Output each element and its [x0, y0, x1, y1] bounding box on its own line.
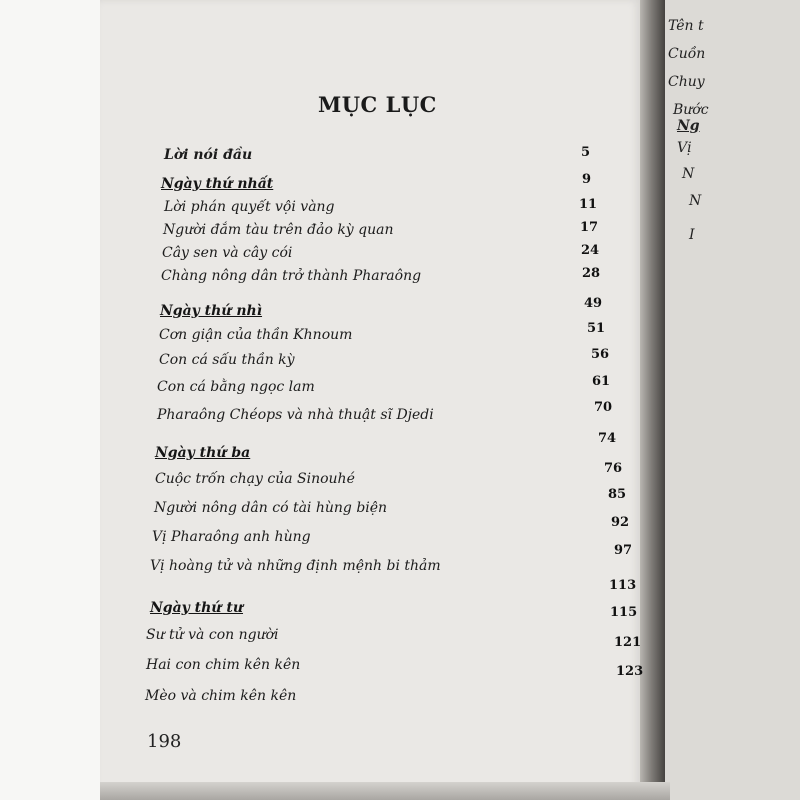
- toc-page-number: 49: [584, 296, 603, 311]
- toc-entry: Cơn giận của thần Khnoum: [159, 327, 353, 343]
- toc-entry: Người đắm tàu trên đảo kỳ quan: [163, 222, 394, 238]
- facing-line: Ng: [677, 118, 700, 134]
- toc-section-heading: Ngày thứ nhì: [160, 303, 263, 319]
- toc-section-heading: Ngày thứ ba: [155, 445, 251, 461]
- toc-page-number: 92: [611, 515, 630, 530]
- page-bottom-edge: [100, 782, 670, 800]
- toc-entry: Người nông dân có tài hùng biện: [154, 500, 388, 516]
- toc-entry: Cây sen và cây cói: [162, 245, 293, 261]
- toc-page-number: 17: [580, 220, 599, 235]
- facing-line: Tên t: [668, 18, 704, 34]
- toc-section-heading: Ngày thứ nhất: [161, 176, 274, 192]
- background-surface: [0, 0, 100, 800]
- toc-entry: Pharaông Chéops và nhà thuật sĩ Djedi: [157, 407, 434, 423]
- toc-page-number: 121: [614, 635, 642, 650]
- facing-line: Chuy: [668, 74, 705, 90]
- toc-page-number: 115: [610, 605, 638, 620]
- toc-entry: Con cá bằng ngọc lam: [157, 379, 315, 395]
- toc-page-number: 5: [581, 145, 591, 160]
- toc-entry: Vị Pharaông anh hùng: [152, 529, 311, 545]
- page-number: 198: [147, 731, 182, 752]
- toc-page-number: 61: [592, 374, 611, 389]
- toc-entry: Cuộc trốn chạy của Sinouhé: [155, 471, 355, 487]
- facing-line: Bước: [673, 102, 709, 118]
- toc-page-number: 113: [609, 578, 637, 593]
- facing-line: I: [689, 227, 695, 243]
- toc-page-number: 123: [616, 664, 644, 679]
- toc-page-number: 51: [587, 321, 606, 336]
- toc-section-heading: Ngày thứ tư: [150, 600, 244, 616]
- toc-page-number: 76: [604, 461, 623, 476]
- book-page: [100, 0, 640, 800]
- toc-page-number: 56: [591, 347, 610, 362]
- toc-entry: Con cá sấu thần kỳ: [159, 352, 295, 368]
- toc-entry: Hai con chim kên kên: [146, 657, 301, 673]
- toc-preface-label: Lời nói đầu: [164, 147, 253, 163]
- facing-line: Vị: [677, 140, 692, 156]
- toc-page-number: 74: [598, 431, 617, 446]
- toc-page-number: 9: [582, 172, 592, 187]
- toc-page-number: 70: [594, 400, 613, 415]
- toc-entry: Chàng nông dân trở thành Pharaông: [161, 268, 422, 284]
- toc-entry: Vị hoàng tử và những định mệnh bi thảm: [150, 558, 441, 574]
- toc-entry: Sư tử và con người: [146, 627, 279, 643]
- toc-page-number: 28: [582, 266, 601, 281]
- facing-line: Cuồn: [668, 46, 706, 62]
- toc-page-number: 97: [614, 543, 633, 558]
- facing-page: [665, 0, 800, 800]
- toc-entry: Mèo và chim kên kên: [145, 688, 297, 704]
- toc-title: MỤC LỤC: [318, 92, 437, 117]
- facing-line: N: [682, 166, 695, 182]
- toc-entry: Lời phán quyết vội vàng: [164, 199, 335, 215]
- toc-page-number: 85: [608, 487, 627, 502]
- toc-page-number: 24: [581, 243, 600, 258]
- toc-page-number: 11: [579, 197, 598, 212]
- facing-line: N: [689, 193, 702, 209]
